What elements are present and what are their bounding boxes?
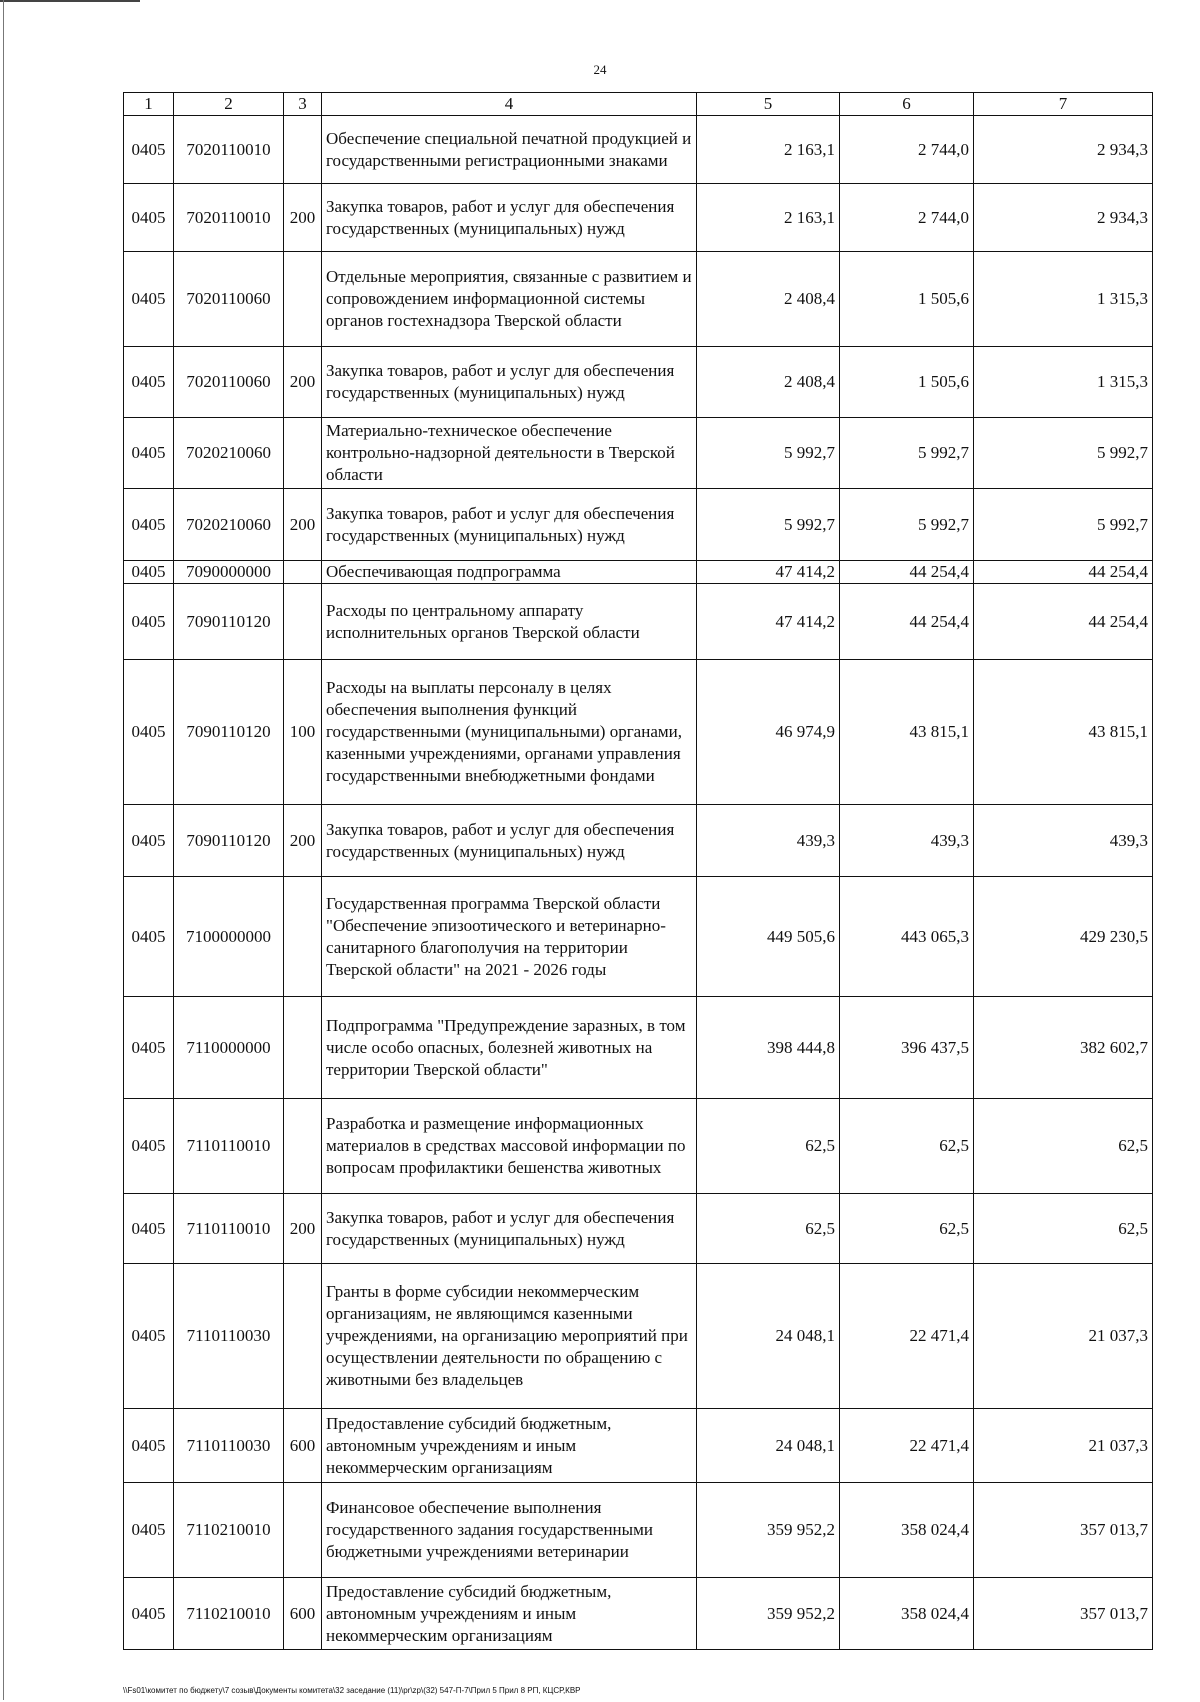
item-description: Обеспечение специальной печатной продукцией и государственными регистрационными знаками (322, 116, 697, 184)
amount-col-6: 1 505,6 (840, 347, 974, 418)
target-article-code: 7020110060 (174, 347, 284, 418)
amount-col-5: 2 163,1 (697, 116, 840, 184)
amount-col-6: 439,3 (840, 805, 974, 877)
expense-type-code (284, 252, 322, 347)
header-cell: 5 (697, 93, 840, 116)
expense-type-code (284, 1099, 322, 1194)
expense-type-code: 200 (284, 1194, 322, 1264)
amount-col-7: 1 315,3 (974, 252, 1153, 347)
target-article-code: 7110110030 (174, 1409, 284, 1483)
item-description: Разработка и размещение информационных материалов в средствах массовой информации по вопросам профилактики бешенства животных (322, 1099, 697, 1194)
expense-type-code (284, 877, 322, 997)
amount-col-5: 24 048,1 (697, 1264, 840, 1409)
amount-col-6: 43 815,1 (840, 660, 974, 805)
amount-col-6: 44 254,4 (840, 584, 974, 660)
target-article-code: 7110110030 (174, 1264, 284, 1409)
amount-col-6: 5 992,7 (840, 418, 974, 489)
target-article-code: 7110210010 (174, 1483, 284, 1578)
table-row (124, 1264, 1153, 1409)
target-article-code: 7090110120 (174, 584, 284, 660)
amount-col-6: 2 744,0 (840, 184, 974, 252)
target-article-code: 7110000000 (174, 997, 284, 1099)
section-code: 0405 (124, 584, 174, 660)
section-code: 0405 (124, 660, 174, 805)
target-article-code: 7090110120 (174, 660, 284, 805)
expense-type-code (284, 418, 322, 489)
table-row (124, 1409, 1153, 1483)
header-cell: 7 (974, 93, 1153, 116)
table-row (124, 997, 1153, 1099)
target-article-code: 7020210060 (174, 489, 284, 561)
amount-col-5: 62,5 (697, 1099, 840, 1194)
scan-edge-line (3, 0, 4, 1700)
scan-edge-mark (0, 0, 140, 2)
item-description: Государственная программа Тверской области "Обеспечение эпизоотического и ветеринарно-санитарного благополучия на территории Тверской области" на 2021 - 2026 годы (322, 877, 697, 997)
expense-type-code: 200 (284, 347, 322, 418)
amount-col-7: 21 037,3 (974, 1409, 1153, 1483)
table-row (124, 116, 1153, 184)
amount-col-7: 2 934,3 (974, 116, 1153, 184)
item-description: Гранты в форме субсидии некоммерческим организациям, не являющимся казенными учреждениями, на организацию мероприятий при осуществлении деятельности по обращению с животными без владельцев (322, 1264, 697, 1409)
item-description: Расходы по центральному аппарату исполнительных органов Тверской области (322, 584, 697, 660)
page-number: 24 (593, 62, 607, 77)
amount-col-7: 44 254,4 (974, 561, 1153, 584)
amount-col-6: 358 024,4 (840, 1483, 974, 1578)
amount-col-5: 439,3 (697, 805, 840, 877)
target-article-code: 7090110120 (174, 805, 284, 877)
header-cell: 3 (284, 93, 322, 116)
table-row (124, 1194, 1153, 1264)
amount-col-5: 359 952,2 (697, 1483, 840, 1578)
target-article-code: 7110110010 (174, 1099, 284, 1194)
item-description: Финансовое обеспечение выполнения государственного задания государственными бюджетными учреждениями ветеринарии (322, 1483, 697, 1578)
table-row (124, 1099, 1153, 1194)
amount-col-7: 62,5 (974, 1194, 1153, 1264)
amount-col-7: 439,3 (974, 805, 1153, 877)
table-row (124, 252, 1153, 347)
header-cell: 1 (124, 93, 174, 116)
amount-col-5: 5 992,7 (697, 418, 840, 489)
target-article-code: 7020210060 (174, 418, 284, 489)
section-code: 0405 (124, 877, 174, 997)
expense-type-code: 200 (284, 805, 322, 877)
amount-col-6: 358 024,4 (840, 1578, 974, 1650)
expense-type-code: 200 (284, 184, 322, 252)
amount-col-7: 1 315,3 (974, 347, 1153, 418)
target-article-code: 7090000000 (174, 561, 284, 584)
section-code: 0405 (124, 1194, 174, 1264)
expense-type-code (284, 584, 322, 660)
header-cell: 6 (840, 93, 974, 116)
header-cell: 4 (322, 93, 697, 116)
amount-col-7: 44 254,4 (974, 584, 1153, 660)
item-description: Обеспечивающая подпрограмма (322, 561, 697, 584)
amount-col-7: 382 602,7 (974, 997, 1153, 1099)
amount-col-6: 22 471,4 (840, 1264, 974, 1409)
target-article-code: 7110210010 (174, 1578, 284, 1650)
target-article-code: 7110110010 (174, 1194, 284, 1264)
item-description: Закупка товаров, работ и услуг для обеспечения государственных (муниципальных) нужд (322, 347, 697, 418)
target-article-code: 7020110060 (174, 252, 284, 347)
expense-type-code (284, 561, 322, 584)
section-code: 0405 (124, 1578, 174, 1650)
header-cell: 2 (174, 93, 284, 116)
table-row (124, 1483, 1153, 1578)
amount-col-5: 24 048,1 (697, 1409, 840, 1483)
amount-col-5: 46 974,9 (697, 660, 840, 805)
amount-col-5: 5 992,7 (697, 489, 840, 561)
target-article-code: 7100000000 (174, 877, 284, 997)
header-row (124, 93, 1153, 116)
item-description: Расходы на выплаты персоналу в целях обеспечения выполнения функций государственными (муниципальными) органами, казенными учреждениями, органами управления государственными внебюджетными фондами (322, 660, 697, 805)
document-file-path: \\Fs01\комитет по бюджету\7 созыв\Документы комитета\32 заседание (11)\pr\zp\(32) 547-П-7\Прил 5 Прил 8 РП, КЦСР,КВР (123, 1686, 581, 1695)
table-row (124, 877, 1153, 997)
amount-col-6: 44 254,4 (840, 561, 974, 584)
item-description: Предоставление субсидий бюджетным, автономным учреждениям и иным некоммерческим организациям (322, 1578, 697, 1650)
amount-col-5: 2 163,1 (697, 184, 840, 252)
section-code: 0405 (124, 116, 174, 184)
expense-type-code: 100 (284, 660, 322, 805)
expense-type-code: 600 (284, 1409, 322, 1483)
amount-col-7: 5 992,7 (974, 418, 1153, 489)
amount-col-5: 2 408,4 (697, 252, 840, 347)
expense-type-code (284, 116, 322, 184)
amount-col-6: 1 505,6 (840, 252, 974, 347)
target-article-code: 7020110010 (174, 184, 284, 252)
item-description: Закупка товаров, работ и услуг для обеспечения государственных (муниципальных) нужд (322, 184, 697, 252)
amount-col-6: 443 065,3 (840, 877, 974, 997)
amount-col-5: 47 414,2 (697, 584, 840, 660)
amount-col-6: 22 471,4 (840, 1409, 974, 1483)
section-code: 0405 (124, 489, 174, 561)
amount-col-6: 62,5 (840, 1099, 974, 1194)
table-row (124, 805, 1153, 877)
section-code: 0405 (124, 252, 174, 347)
amount-col-6: 5 992,7 (840, 489, 974, 561)
table-row (124, 561, 1153, 584)
amount-col-7: 5 992,7 (974, 489, 1153, 561)
amount-col-6: 396 437,5 (840, 997, 974, 1099)
table-row (124, 184, 1153, 252)
expense-type-code (284, 1483, 322, 1578)
amount-col-7: 429 230,5 (974, 877, 1153, 997)
item-description: Закупка товаров, работ и услуг для обеспечения государственных (муниципальных) нужд (322, 489, 697, 561)
section-code: 0405 (124, 997, 174, 1099)
section-code: 0405 (124, 1099, 174, 1194)
expense-type-code (284, 997, 322, 1099)
amount-col-5: 2 408,4 (697, 347, 840, 418)
amount-col-5: 449 505,6 (697, 877, 840, 997)
amount-col-7: 62,5 (974, 1099, 1153, 1194)
table-row (124, 418, 1153, 489)
item-description: Отдельные мероприятия, связанные с развитием и сопровождением информационной системы органов гостехнадзора Тверской области (322, 252, 697, 347)
budget-table (123, 92, 1153, 1650)
amount-col-5: 47 414,2 (697, 561, 840, 584)
amount-col-7: 21 037,3 (974, 1264, 1153, 1409)
amount-col-5: 398 444,8 (697, 997, 840, 1099)
section-code: 0405 (124, 1483, 174, 1578)
section-code: 0405 (124, 1409, 174, 1483)
table-row (124, 660, 1153, 805)
table-row (124, 489, 1153, 561)
section-code: 0405 (124, 184, 174, 252)
expense-type-code: 600 (284, 1578, 322, 1650)
item-description: Предоставление субсидий бюджетным, автономным учреждениям и иным некоммерческим организациям (322, 1409, 697, 1483)
item-description: Закупка товаров, работ и услуг для обеспечения государственных (муниципальных) нужд (322, 805, 697, 877)
expense-type-code: 200 (284, 489, 322, 561)
amount-col-7: 2 934,3 (974, 184, 1153, 252)
amount-col-6: 62,5 (840, 1194, 974, 1264)
item-description: Закупка товаров, работ и услуг для обеспечения государственных (муниципальных) нужд (322, 1194, 697, 1264)
table-row (124, 584, 1153, 660)
amount-col-7: 357 013,7 (974, 1483, 1153, 1578)
table-row (124, 347, 1153, 418)
section-code: 0405 (124, 347, 174, 418)
item-description: Материально-техническое обеспечение контрольно-надзорной деятельности в Тверской области (322, 418, 697, 489)
section-code: 0405 (124, 1264, 174, 1409)
amount-col-6: 2 744,0 (840, 116, 974, 184)
section-code: 0405 (124, 418, 174, 489)
item-description: Подпрограмма "Предупреждение заразных, в том числе особо опасных, болезней животных на территории Тверской области" (322, 997, 697, 1099)
section-code: 0405 (124, 805, 174, 877)
amount-col-5: 62,5 (697, 1194, 840, 1264)
amount-col-7: 357 013,7 (974, 1578, 1153, 1650)
target-article-code: 7020110010 (174, 116, 284, 184)
amount-col-5: 359 952,2 (697, 1578, 840, 1650)
table-row (124, 1578, 1153, 1650)
section-code: 0405 (124, 561, 174, 584)
amount-col-7: 43 815,1 (974, 660, 1153, 805)
expense-type-code (284, 1264, 322, 1409)
